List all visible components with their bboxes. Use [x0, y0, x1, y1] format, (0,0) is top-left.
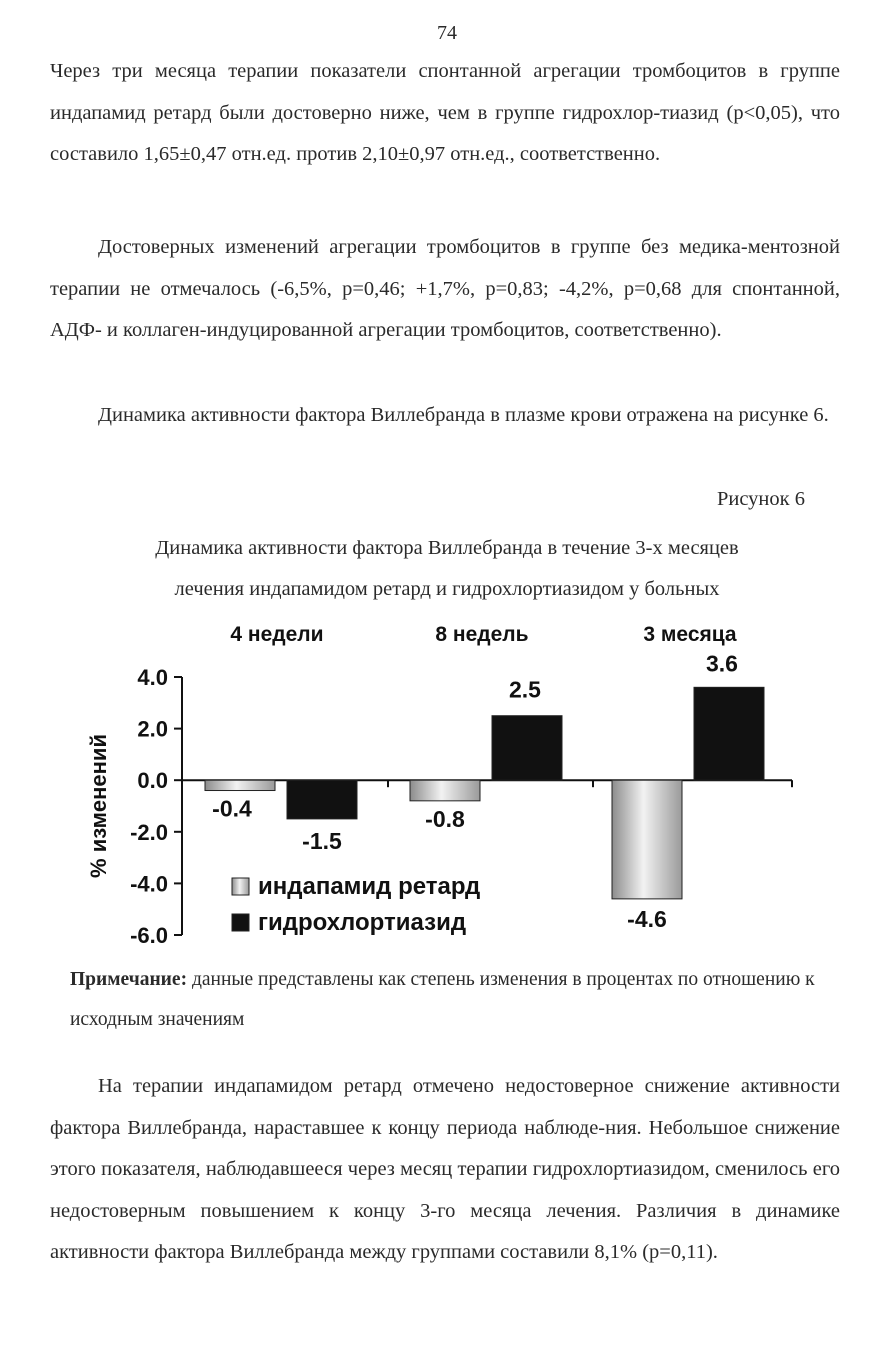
- bar-series-2: [694, 687, 764, 780]
- category-label: 4 недели: [230, 623, 324, 646]
- y-tick-label: 2.0: [137, 716, 168, 742]
- bar-series-1: [205, 780, 275, 790]
- y-axis-label: % изменений: [86, 734, 111, 878]
- paragraph-conclusion: На терапии индапамидом ретард отмечено недостоверное снижение активности фактора Виллебранда, нараставшее к концу периода наблюде-ния. Небольшое снижение этого показателя, наблюдавшееся через месяц терапии гидрохлортиазидом, сменилось его недостоверным повышением к концу 3-го месяца лечения. Различия в динамике активности фактора Виллебранда между группами составили 8,1% (p=0,11).: [50, 1075, 840, 1263]
- data-label: -4.6: [627, 905, 667, 932]
- legend-label-series-1: индапамид ретард: [258, 873, 481, 900]
- figure-note: [70, 960, 840, 1040]
- note-label: Примечание:: [70, 969, 188, 990]
- legend-label-series-2: гидрохлортиазид: [258, 909, 467, 936]
- figure-caption-line-1: Динамика активности фактора Виллебранда в течение 3-х месяцев: [155, 537, 739, 559]
- figure-label: Рисунок 6: [716, 488, 805, 510]
- data-label: -0.4: [212, 795, 252, 822]
- figure-caption: [0, 528, 894, 610]
- y-tick-label: 4.0: [137, 665, 168, 690]
- data-label: -1.5: [302, 827, 342, 854]
- legend-swatch-series-2: [232, 914, 249, 931]
- figure-caption-line-2: лечения индапамидом ретард и гидрохлортиазидом у больных: [174, 578, 720, 600]
- page-number: 74: [437, 22, 457, 44]
- category-label: 8 недель: [435, 623, 529, 646]
- y-tick-label: -2.0: [130, 819, 168, 845]
- bar-series-1: [410, 780, 480, 801]
- note-text: данные представлены как степень изменения в процентах по отношению к исходным значениям: [70, 969, 815, 1030]
- data-label: 2.5: [509, 676, 541, 703]
- paragraph-figure-reference: Динамика активности фактора Виллебранда в плазме крови отражена на рисунке 6.: [98, 404, 829, 426]
- bar-chart: [0, 610, 894, 960]
- category-label: 3 месяца: [643, 623, 737, 646]
- bar-series-2: [492, 716, 562, 781]
- y-tick-label: -4.0: [130, 871, 168, 897]
- bar-series-1: [612, 780, 682, 899]
- paragraph-platelet-aggregation: Через три месяца терапии показатели спонтанной агрегации тромбоцитов в группе индапамид ретард были достоверно ниже, чем в группе гидрохлор-тиазид (p<0,05), что составило 1,65±0,47 отн.ед. против 2,10±0,97 отн.ед., соответственно.: [50, 60, 840, 165]
- legend-swatch-series-1: [232, 878, 249, 895]
- data-label: -0.8: [425, 805, 465, 832]
- paragraph-no-therapy-group: Достоверных изменений агрегации тромбоцитов в группе без медика-ментозной терапии не отмечалось (-6,5%, p=0,46; +1,7%, p=0,83; -4,2%, p=0,68 для спонтанной, АДФ- и коллаген-индуцированной агрегации тромбоцитов, соответственно).: [50, 236, 840, 341]
- data-label: 3.6: [706, 650, 738, 677]
- bar-series-2: [287, 780, 357, 819]
- y-tick-label: -6.0: [130, 923, 168, 948]
- y-tick-label: 0.0: [137, 768, 168, 794]
